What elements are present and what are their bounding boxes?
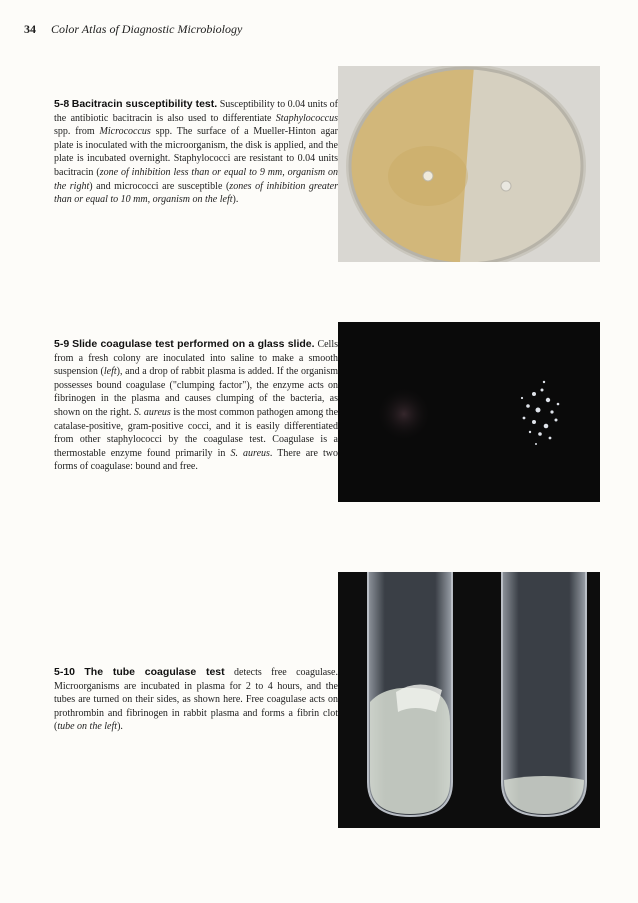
figure-number: 5-10 xyxy=(54,666,76,678)
caption-5-8: 5-8 Bacitracin susceptibility test. Susceptibility to 0.04 units of the antibiotic bacitracin is also used to differentiate Staphylococcus spp. from Micrococcus spp. The surface of a Mueller-Hinton agar plate is inoculated with the microorganism, the disk is applied, and the plate is incubated overnight. Staphylococci are resistant to 0.04 units bacitracin (zone of inhibition less than or equal to 9 mm, organism on the right) and micrococci are susceptible (zones of inhibition greater than or equal to 10 mm, organism on the left). xyxy=(54,98,339,206)
tube-coagulase-photo xyxy=(338,572,600,828)
figure-heading: The tube coagulase test xyxy=(84,666,225,678)
figure-number: 5-9 xyxy=(54,338,70,350)
bacitracin-plate-photo xyxy=(338,66,600,262)
figure-number: 5-8 xyxy=(54,98,70,110)
figure-heading: Bacitracin susceptibility test. xyxy=(71,98,218,110)
book-title: Color Atlas of Diagnostic Microbiology xyxy=(51,22,243,36)
slide-coagulase-photo xyxy=(338,322,600,502)
caption-5-10: 5-10 The tube coagulase test detects free coagulase. Microorganisms are incubated in plasma for 2 to 4 hours, and the tubes are turned on their sides, as shown here. Free coagulase acts on prothrombin and fibrinogen in rabbit plasma and forms a fibrin clot (tube on the left). xyxy=(54,666,338,733)
figure-heading: Slide coagulase test performed on a glass slide. xyxy=(72,338,315,350)
page-number: 34 xyxy=(24,22,36,36)
caption-5-9: 5-9 Slide coagulase test performed on a glass slide. Cells from a fresh colony are inoculated into saline to make a smooth suspension (left), and a drop of rabbit plasma is added. If the organism possesses bound coagulase ("clumping factor"), the enzyme acts on fibrinogen in the plasma and causes clumping of the bacteria, as shown on the right. S. aureus is the most common pathogen among the catalase-positive, gram-positive cocci, and it is easily differentiated from other staphylococci by the coagulase test. Coagulase is a thermostable enzyme found primarily in S. aureus. There are two forms of coagulase: bound and free. xyxy=(54,338,339,473)
page-header xyxy=(24,22,242,37)
